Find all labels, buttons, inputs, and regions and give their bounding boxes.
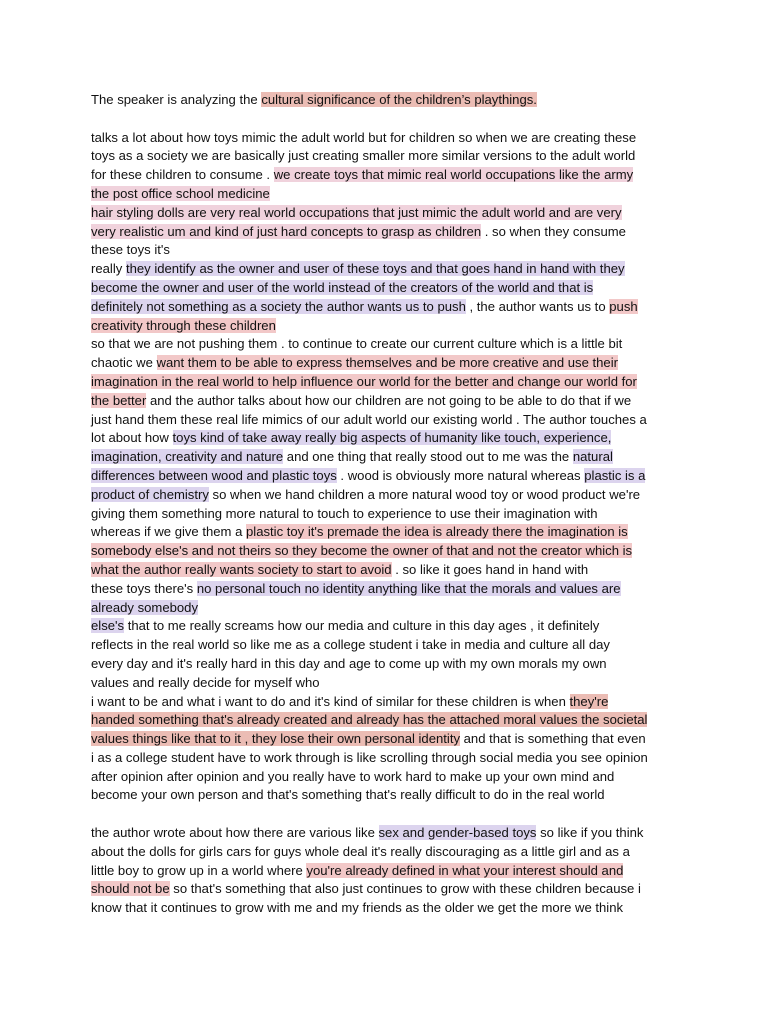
highlight-rose: hair styling dolls are very real world occupations that just mimic the adult world and are very — [91, 204, 622, 220]
highlight-salmon: values things like that to it , they lose their own personal identity — [91, 731, 461, 747]
text-line — [91, 486, 691, 505]
text-run: lot about how — [91, 430, 173, 446]
highlight-salmon: they're — [569, 693, 609, 709]
text-run: toys as a society we are basically just creating smaller more similar versions to the adult world — [91, 148, 636, 164]
text-line — [91, 617, 691, 636]
text-run: about the dolls for girls cars for guys whole deal it's really discouraging as a little girl and as a — [91, 843, 630, 859]
text-run: the author wrote about how there are various like — [91, 825, 379, 841]
text-line — [91, 91, 691, 110]
highlight-pink: you're already defined in what your interest should and — [306, 862, 624, 878]
text-line — [91, 636, 691, 655]
highlight-lavender: toys kind of take away really big aspects of humanity like touch, experience, — [172, 430, 612, 446]
text-line — [91, 843, 691, 862]
text-line — [91, 862, 691, 881]
text-line — [91, 711, 691, 730]
text-run: become your own person and that's something that's really difficult to do in the real world — [91, 787, 605, 803]
highlight-pink: the better — [91, 392, 147, 408]
highlight-lavender: product of chemistry — [91, 486, 209, 502]
text-run: so that we are not pushing them . to continue to create our current culture which is a little bit — [91, 336, 623, 352]
text-line — [91, 786, 691, 805]
highlight-lavender: already somebody — [91, 599, 198, 615]
highlight-lavender: plastic is a — [584, 467, 646, 483]
text-line — [91, 768, 691, 787]
text-line — [91, 523, 691, 542]
text-run: these toys it's — [91, 242, 170, 258]
text-line — [91, 354, 691, 373]
text-run: values and really decide for myself who — [91, 674, 320, 690]
text-line — [91, 241, 691, 260]
highlight-rose: the post office school medicine — [91, 185, 270, 201]
text-run: really — [91, 261, 126, 277]
text-line — [91, 166, 691, 185]
text-line — [91, 411, 691, 430]
text-line — [91, 279, 691, 298]
text-line — [91, 147, 691, 166]
text-run: , the author wants us to — [465, 298, 610, 314]
highlight-salmon: cultural significance of the children’s playthings. — [261, 92, 537, 107]
text-line — [91, 317, 691, 336]
text-run: i want to be and what i want to do and it's kind of similar for these children is when — [91, 693, 570, 709]
text-line — [91, 655, 691, 674]
text-line — [91, 880, 691, 899]
text-run: and one thing that really stood out to me was the — [283, 449, 573, 465]
text-run: so that's something that also just continues to grow with these children because i — [169, 881, 641, 897]
highlight-lavender: become the owner and user of the world instead of the creators of the world and that is — [91, 279, 594, 295]
text-line — [91, 693, 691, 712]
highlight-pink: imagination in the real world to help influence our world for the better and change our world for — [91, 373, 637, 389]
highlight-pink: should not be — [91, 881, 170, 897]
highlight-lavender: no personal touch no identity anything like that the morals and values are — [196, 580, 621, 596]
text-line — [91, 749, 691, 768]
highlight-lavender: definitely not something as a society the author wants us to push — [91, 298, 466, 314]
blank-line — [91, 805, 691, 824]
text-run: know that it continues to grow with me and my friends as the older we get the more we think — [91, 900, 624, 916]
highlight-lavender: differences between wood and plastic toys — [91, 467, 337, 483]
text-run: The speaker is analyzing the — [91, 92, 262, 107]
text-run: for these children to consume . — [91, 167, 274, 183]
text-run: after opinion after opinion and you really have to work hard to make up your own mind and — [91, 768, 615, 784]
text-run: reflects in the real world so like me as a college student i take in media and culture all day — [91, 637, 610, 653]
text-line — [91, 599, 691, 618]
text-run: just hand them these real life mimics of our adult world our existing world . The author touches a — [91, 411, 647, 427]
text-line — [91, 467, 691, 486]
text-line — [91, 298, 691, 317]
blank-line — [91, 110, 691, 129]
text-line — [91, 580, 691, 599]
highlight-lavender: sex and gender-based toys — [378, 825, 537, 841]
highlight-pink: what the author really wants society to start to avoid — [91, 561, 392, 577]
text-run: . wood is obviously more natural whereas — [336, 467, 585, 483]
text-line — [91, 429, 691, 448]
highlight-pink: push — [609, 298, 638, 314]
text-run: and the author talks about how our children are not going to be able to do that if we — [146, 392, 632, 408]
highlight-pink: creativity through these children — [91, 317, 276, 333]
highlight-pink: want them to be able to express themselves and be more creative and use their — [156, 355, 618, 371]
text-line — [91, 223, 691, 242]
highlight-rose: very realistic um and kind of just hard concepts to grasp as children — [91, 223, 482, 239]
highlight-lavender: natural — [572, 449, 613, 465]
text-run: little boy to grow up in a world where — [91, 862, 307, 878]
highlight-lavender: else's — [91, 618, 125, 634]
text-line — [91, 448, 691, 467]
text-run: so when we hand children a more natural wood toy or wood product we're — [208, 486, 641, 502]
highlight-lavender: they identify as the owner and user of these toys and that goes hand in hand with they — [125, 261, 625, 277]
highlight-lavender: imagination, creativity and nature — [91, 449, 284, 465]
text-line — [91, 674, 691, 693]
text-run: whereas if we give them a — [91, 524, 247, 540]
text-run: . so when they consume — [481, 223, 626, 239]
text-line — [91, 185, 691, 204]
text-line — [91, 204, 691, 223]
text-line — [91, 335, 691, 354]
text-line — [91, 730, 691, 749]
text-run: so like if you think — [536, 825, 644, 841]
text-run: chaotic we — [91, 355, 157, 371]
highlight-salmon: handed something that's already created and already has the attached moral values the societal — [91, 712, 648, 728]
text-run: that to me really screams how our media and culture in this day ages , it definitely — [124, 618, 600, 634]
text-run: every day and it's really hard in this day and age to come up with my own morals my own — [91, 655, 607, 671]
text-line — [91, 899, 691, 918]
text-line — [91, 392, 691, 411]
text-line — [91, 260, 691, 279]
text-run: these toys there's — [91, 580, 197, 596]
text-run: giving them something more natural to touch to experience to use their imagination with — [91, 505, 598, 521]
text-line — [91, 824, 691, 843]
highlight-rose: we create toys that mimic real world occupations like the army — [273, 167, 634, 183]
text-line — [91, 129, 691, 148]
text-line — [91, 561, 691, 580]
text-line — [91, 505, 691, 524]
highlight-pink: plastic toy it's premade the idea is already there the imagination is — [246, 524, 628, 540]
text-line — [91, 373, 691, 392]
text-run: . so like it goes hand in hand with — [391, 561, 589, 577]
highlight-pink: somebody else's and not theirs so they become the owner of that and not the creator which is — [91, 543, 633, 559]
text-run: talks a lot about how toys mimic the adult world but for children so when we are creating these — [91, 129, 637, 145]
text-line — [91, 542, 691, 561]
text-run: and that is something that even — [460, 731, 646, 747]
text-run: i as a college student have to work through is like scrolling through social media you see opinion — [91, 749, 648, 765]
document-body — [91, 91, 691, 918]
